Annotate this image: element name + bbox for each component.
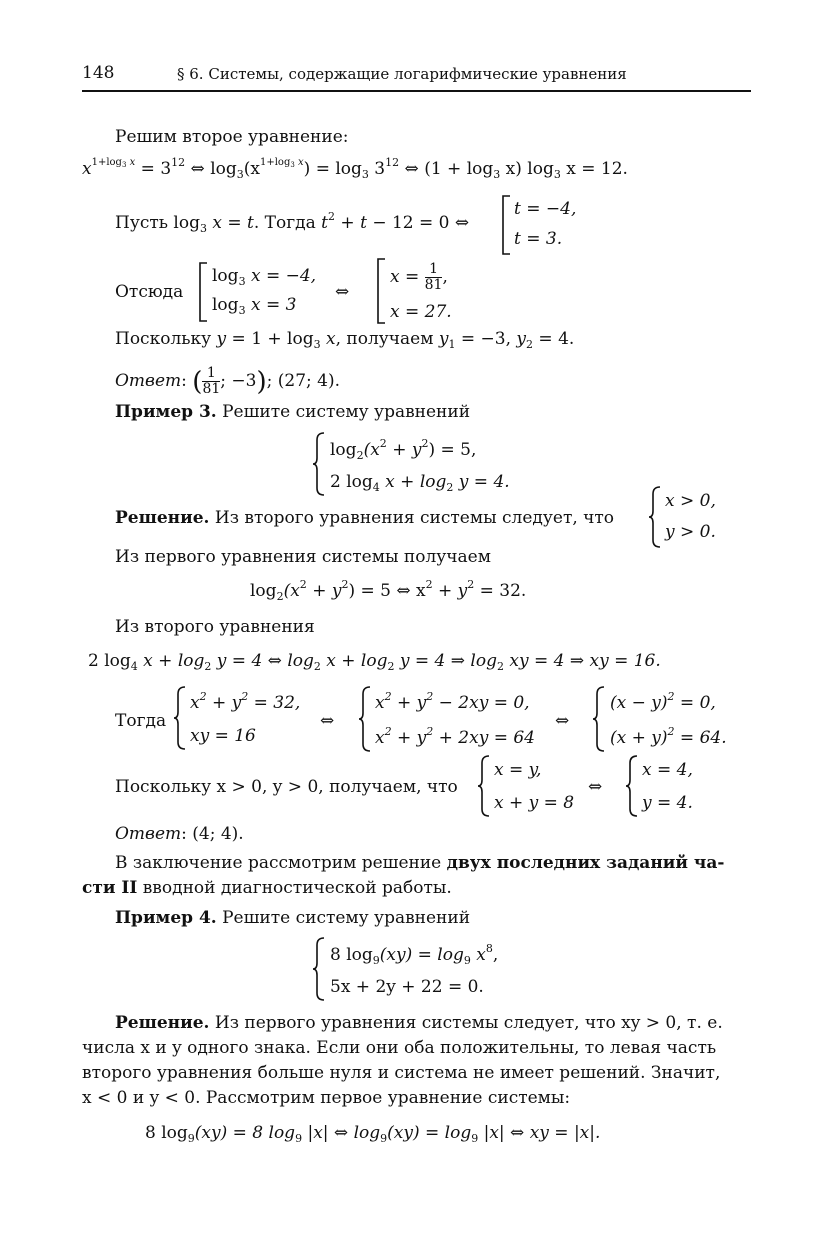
curly-brace <box>648 486 662 548</box>
system-row: x = 4, <box>642 760 693 780</box>
case-line: y > 0. <box>665 522 716 542</box>
system-row: $(x + y)^2 = 64$. <box>610 725 727 748</box>
equation: $\log_2(x^2 + y^2) = 5$ ⇔ $x^2 + y^2 = 32$. <box>250 578 527 603</box>
iff-symbol: ⇔ <box>555 711 570 731</box>
example-heading: Пример 4. Решите систему уравнений <box>115 908 471 928</box>
text-line: x < 0 и y < 0. Рассмотрим первое уравнение системы: <box>82 1088 571 1108</box>
system-row: 8 $\log_9(xy) = \log_9 x^8$, <box>330 942 499 967</box>
text-line: сти II вводной диагностической работы. <box>82 878 452 898</box>
system-row: xy = 16 <box>190 726 256 746</box>
answer-line: Ответ: (4; 4). <box>115 824 244 844</box>
solution-line: Решение. Из первого уравнения системы следует, что xy > 0, т. е. <box>115 1013 723 1033</box>
page-number: 148 <box>82 63 115 83</box>
example-heading: Пример 3. Решите систему уравнений <box>115 402 471 422</box>
curly-brace <box>477 755 491 817</box>
solution-line: Решение. Из второго уравнения системы следует, что <box>115 508 615 528</box>
system-row: x = y, <box>494 760 542 780</box>
running-title: § 6. Системы, содержащие логарифмические уравнения <box>177 65 627 83</box>
text-line: Отсюда <box>115 282 184 302</box>
curly-brace <box>358 686 372 752</box>
equation: 2 $\log_4 x + \log_2 y = 4$ ⇔ $\log_2 x + \log_2 y = 4$ ⇒ $\log_2$ xy = 4 ⇒ xy = 16. <box>88 651 661 673</box>
bracket <box>375 258 387 324</box>
case-line: t = 3. <box>514 229 563 249</box>
text-line: Решим второе уравнение: <box>115 127 349 147</box>
curly-brace <box>592 686 606 752</box>
text-line: Тогда <box>115 711 167 731</box>
system-row: $x^2 + y^2 + 2xy = 64$ <box>375 725 535 748</box>
system-row: $\log_2(x^2 + y^2) = 5$, <box>330 437 477 462</box>
curly-brace <box>625 755 639 817</box>
system-row: $x^2 + y^2 - 2xy = 0$, <box>375 690 530 713</box>
system-row: x + y = 8 <box>494 793 575 813</box>
text-line: В заключение рассмотрим решение двух последних заданий ча- <box>115 853 725 873</box>
case-line: $\log_3 x = -4$, <box>212 266 317 288</box>
answer-line: Ответ: ( $\frac{1}{81}$ ; −3); (27; 4). <box>115 365 341 397</box>
case-line: x = $\frac{1}{81}$ , <box>390 261 448 293</box>
text-line: Поскольку x > 0, y > 0, получаем, что <box>115 777 458 797</box>
system-row: $x^2 + y^2 = 32$, <box>190 690 301 713</box>
equation: $x^{1+log_3 x} = 3^{12}$ ⇔ $\log_3(x^{1+log_3 x}) = \log_3 3^{12}$ ⇔ $(1 + \log_3 x)$ $\log_3 x = 12$. <box>82 156 628 181</box>
text-line: Из второго уравнения <box>115 617 315 637</box>
iff-symbol: ⇔ <box>335 282 350 302</box>
bracket <box>197 262 209 322</box>
system-row: 5x + 2y + 22 = 0. <box>330 977 484 997</box>
curly-brace <box>173 686 187 750</box>
text-line: второго уравнения больше нуля и система не имеет решений. Значит, <box>82 1063 721 1083</box>
iff-symbol: ⇔ <box>320 711 335 731</box>
system-row: 2 $\log_4 x + \log_2 y = 4$. <box>330 472 510 494</box>
curly-brace <box>312 937 326 1001</box>
case-line: t = −4, <box>514 199 577 219</box>
bracket <box>500 195 512 255</box>
case-line: x = 27. <box>390 302 452 322</box>
text-line: Пусть $\log_3 x = t$. Тогда $t^2 + t - 12 = 0$ ⇔ <box>115 210 470 235</box>
text-line: Поскольку $y = 1 + \log_3 x$, получаем $y_1 = -3$, $y_2 = 4$. <box>115 329 575 351</box>
system-row: $(x - y)^2 = 0$, <box>610 690 716 713</box>
text-line: числа x и y одного знака. Если они оба положительны, то левая часть <box>82 1038 717 1058</box>
text-line: Из первого уравнения системы получаем <box>115 547 491 567</box>
system-row: y = 4. <box>642 793 693 813</box>
case-line: $\log_3 x = 3$ <box>212 295 297 317</box>
page-header <box>82 62 751 92</box>
curly-brace <box>312 432 326 496</box>
equation: 8 $\log_9(xy) = 8$ $\log_9 |x|$ ⇔ $\log_9(xy) = \log_9 |x|$ ⇔ xy = |x|. <box>145 1123 601 1145</box>
iff-symbol: ⇔ <box>588 777 603 797</box>
case-line: x > 0, <box>665 491 716 511</box>
